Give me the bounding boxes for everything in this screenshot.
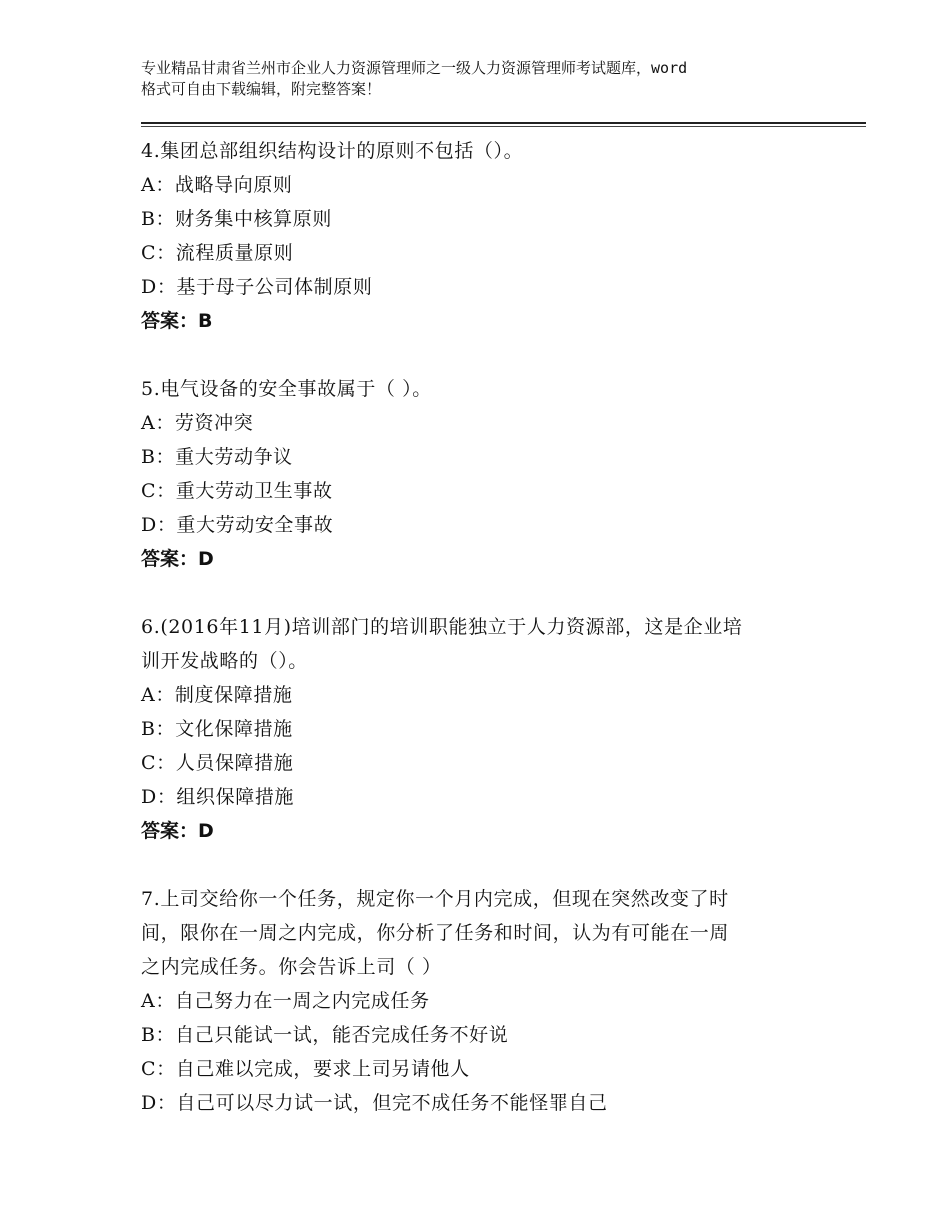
question-stem-line-2: 训开发战略的（）。	[141, 650, 308, 672]
question-7	[141, 882, 841, 1120]
option-d: D：组织保障措施	[141, 786, 295, 808]
option-a: A：劳资冲突	[141, 412, 254, 434]
answer: 答案：D	[141, 820, 214, 842]
spacer	[141, 576, 841, 610]
document-header	[141, 58, 831, 100]
spacer	[141, 338, 841, 372]
question-stem-line-2: 间，限你在一周之内完成，你分析了任务和时间，认为有可能在一周	[141, 922, 730, 944]
option-a: A：制度保障措施	[141, 684, 293, 706]
option-b: B：文化保障措施	[141, 718, 293, 740]
option-c: C：流程质量原则	[141, 242, 294, 264]
option-b: B：财务集中核算原则	[141, 208, 332, 230]
question-stem-line-3: 之内完成任务。你会告诉上司（ ）	[141, 956, 442, 978]
header-line-1: 专业精品甘肃省兰州市企业人力资源管理师之一级人力资源管理师考试题库，word	[141, 59, 688, 77]
option-d: D：基于母子公司体制原则	[141, 276, 373, 298]
header-line-2: 格式可自由下载编辑，附完整答案！	[141, 80, 382, 98]
question-stem-line-1: 7.上司交给你一个任务，规定你一个月内完成，但现在突然改变了时	[141, 888, 729, 910]
header-rule-thin	[141, 126, 866, 127]
question-list	[141, 128, 841, 1120]
option-b: B：重大劳动争议	[141, 446, 293, 468]
option-a: A：自己努力在一周之内完成任务	[141, 990, 430, 1012]
question-stem-line-1: 6.(2016年11月)培训部门的培训职能独立于人力资源部，这是企业培	[141, 616, 743, 638]
option-d: D：重大劳动安全事故	[141, 514, 334, 536]
spacer	[141, 848, 841, 882]
question-4	[141, 134, 841, 338]
option-d: D：自己可以尽力试一试，但完不成任务不能怪罪自己	[141, 1092, 608, 1114]
option-c: C：自己难以完成，要求上司另请他人	[141, 1058, 470, 1080]
question-stem: 4.集团总部组织结构设计的原则不包括（）。	[141, 140, 524, 162]
answer: 答案：B	[141, 310, 213, 332]
question-5	[141, 372, 841, 576]
option-c: C：重大劳动卫生事故	[141, 480, 333, 502]
option-c: C：人员保障措施	[141, 752, 294, 774]
option-a: A：战略导向原则	[141, 174, 293, 196]
question-stem: 5.电气设备的安全事故属于（ ）。	[141, 378, 432, 400]
header-rule-thick	[141, 122, 866, 124]
answer: 答案：D	[141, 548, 214, 570]
question-6	[141, 610, 841, 848]
option-b: B：自己只能试一试，能否完成任务不好说	[141, 1024, 509, 1046]
